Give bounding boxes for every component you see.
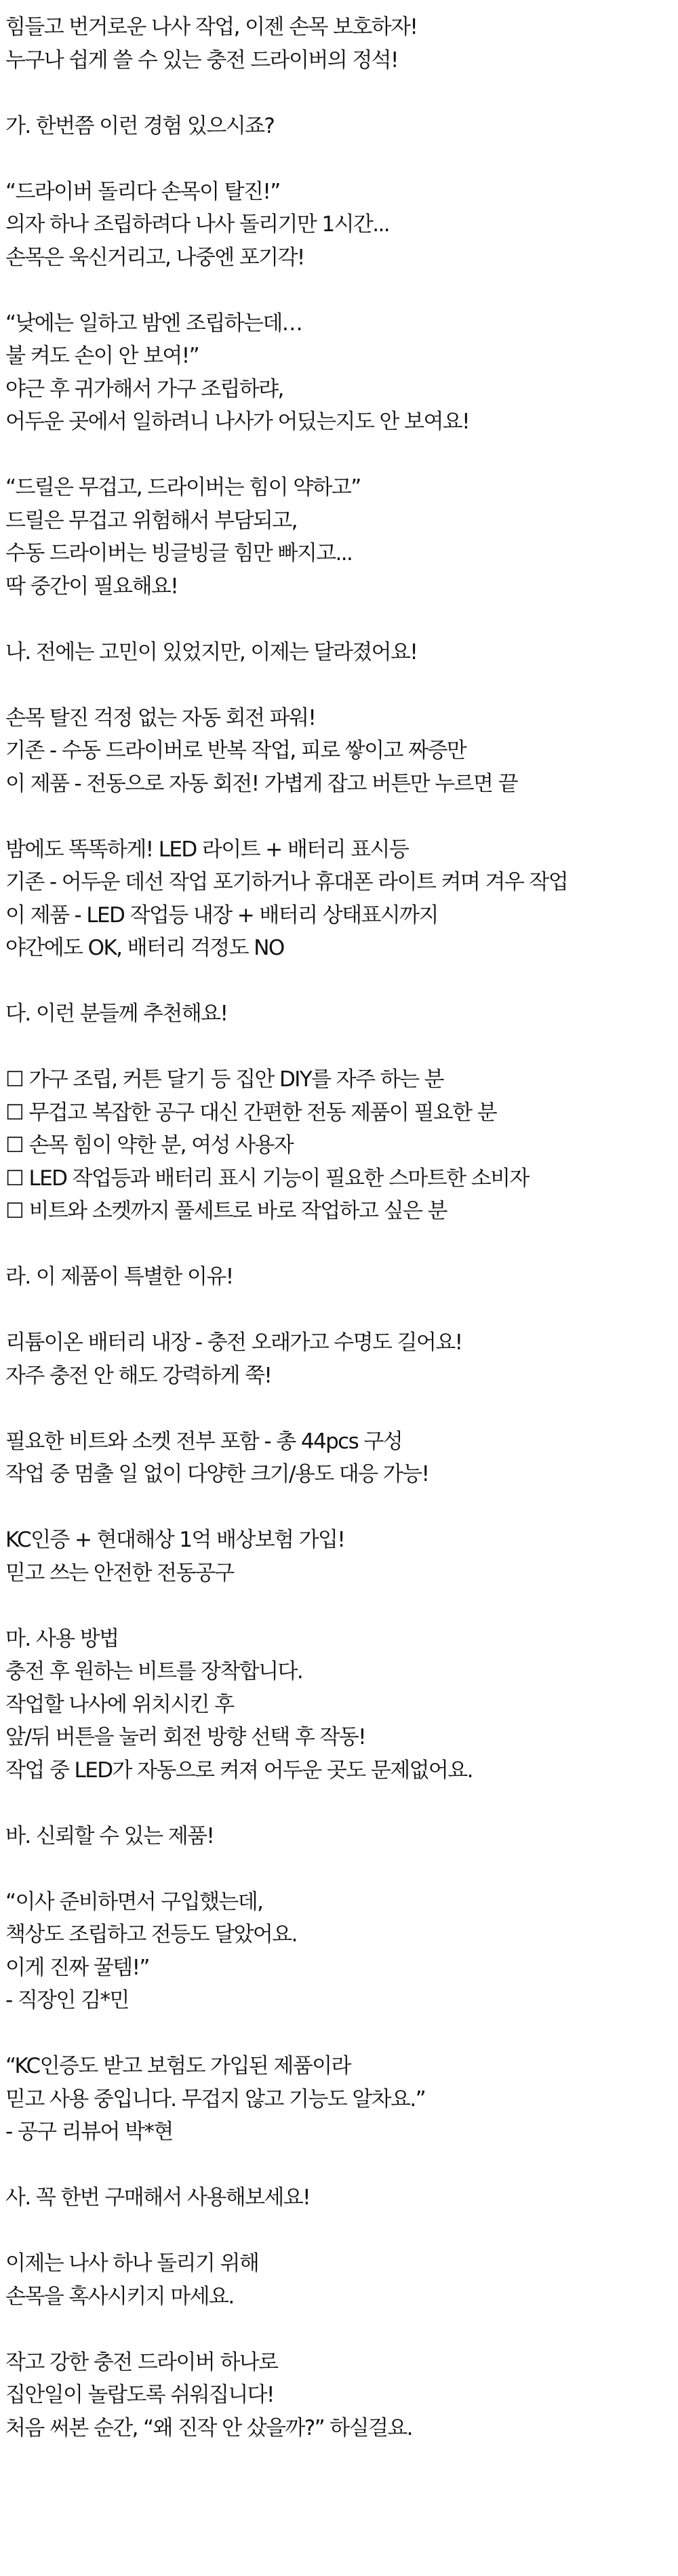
text-line: KC인증 + 현대해상 1억 배상보험 가입! [5, 1528, 345, 1552]
text-line: 불 켜도 손이 안 보여!” [5, 344, 199, 368]
paragraph-gap [5, 965, 673, 998]
text-line: - 직장인 김*민 [5, 1988, 129, 2013]
article-body [5, 11, 673, 2444]
paragraph [5, 1326, 673, 1392]
text-line: ☐ LED 작업등과 배터리 표시 기능이 필요한 스마트한 소비자 [5, 1166, 529, 1191]
text-line: 믿고 사용 중입니다. 무겁지 않고 기능도 알차요.” [5, 2086, 426, 2112]
text-line: 작업 중 LED가 자동으로 켜져 어두운 곳도 문제없어요. [5, 1758, 473, 1783]
paragraph-gap [5, 1787, 673, 1820]
text-line: ☐ 비트와 소켓까지 풀세트로 바로 작업하고 싶은 분 [5, 1199, 447, 1223]
paragraph [5, 1063, 673, 1228]
text-line: 밤에도 똑똑하게! LED 라이트 + 배터리 표시등 [5, 837, 409, 862]
text-line: 나. 전에는 고민이 있었지만, 이제는 달라졌어요! [5, 639, 418, 665]
paragraph [5, 702, 673, 801]
paragraph-gap [5, 1392, 673, 1425]
text-line: ☐ 가구 조립, 커튼 달기 등 집안 DIY를 자주 하는 분 [5, 1067, 444, 1092]
text-line: - 공구 리뷰어 박*현 [5, 2120, 173, 2144]
text-line: 수동 드라이버는 빙글빙글 힘만 빠지고... [5, 541, 353, 566]
paragraph [5, 1623, 673, 1787]
text-line: “KC인증도 받고 보험도 가입된 제품이라 [5, 2054, 351, 2078]
paragraph [5, 1425, 673, 1491]
text-line: “낮에는 일하고 밤엔 조립하는데… [5, 311, 302, 336]
text-line: 손목 탈진 걱정 없는 자동 회전 파워! [5, 705, 316, 730]
paragraph [5, 110, 673, 143]
paragraph-gap [5, 2215, 673, 2248]
paragraph [5, 2050, 673, 2149]
paragraph [5, 1886, 673, 2017]
text-line: 이 제품 - LED 작업등 내장 + 배터리 상태표시까지 [5, 903, 438, 928]
paragraph-gap [5, 142, 673, 176]
text-line: 사. 꼭 한번 구매해서 사용해보세요! [5, 2185, 310, 2210]
text-line: 책상도 조립하고 전등도 달았어요. [5, 1922, 297, 1947]
text-line: 딱 중간이 필요해요! [5, 574, 178, 599]
text-line: 작업할 나사에 위치시킨 후 [5, 1692, 234, 1717]
paragraph-gap [5, 439, 673, 472]
text-line: “드라이버 돌리다 손목이 탈진!” [5, 179, 280, 204]
paragraph-gap [5, 603, 673, 636]
paragraph [5, 307, 673, 439]
paragraph-gap [5, 1589, 673, 1623]
text-line: ☐ 무겁고 복잡한 공구 대신 간편한 전동 제품이 필요한 분 [5, 1100, 497, 1125]
paragraph-gap [5, 2149, 673, 2182]
text-line: 이 제품 - 전동으로 자동 회전! 가볍게 잡고 버튼만 누르면 끝 [5, 771, 517, 796]
text-line: 손목을 혹사시키지 마세요. [5, 2284, 234, 2309]
text-line: “드릴은 무겁고, 드라이버는 힘이 약하고” [5, 475, 361, 500]
text-line: ☐ 손목 힘이 약한 분, 여성 사용자 [5, 1133, 294, 1157]
text-line: 리튬이온 배터리 내장 - 충전 오래가고 수명도 길어요! [5, 1330, 462, 1355]
paragraph-gap [5, 1852, 673, 1886]
text-line: 야근 후 귀가해서 가구 조립하랴, [5, 376, 283, 401]
paragraph [5, 1820, 673, 1853]
text-line: 자주 충전 안 해도 강력하게 쭉! [5, 1363, 272, 1388]
paragraph [5, 2346, 673, 2445]
text-line: “이사 준비하면서 구입했는데, [5, 1889, 263, 1914]
text-line: 처음 써본 순간, “왜 진작 안 샀을까?” 하실걸요. [5, 2415, 412, 2440]
text-line: 기존 - 수동 드라이버로 반복 작업, 피로 쌓이고 짜증만 [5, 738, 466, 763]
text-line: 이제는 나사 하나 돌리기 위해 [5, 2251, 259, 2276]
paragraph [5, 1524, 673, 1589]
paragraph-gap [5, 274, 673, 307]
paragraph [5, 1261, 673, 1294]
text-line: 힘들고 번거로운 나사 작업, 이젠 손목 보호하자! [5, 15, 418, 39]
text-line: 어두운 곳에서 일하려니 나사가 어딨는지도 안 보여요! [5, 410, 469, 434]
paragraph [5, 833, 673, 965]
text-line: 필요한 비트와 소켓 전부 포함 - 총 44pcs 구성 [5, 1429, 403, 1454]
text-line: 이게 진짜 꿀템!” [5, 1955, 149, 1980]
paragraph [5, 636, 673, 669]
paragraph-gap [5, 800, 673, 833]
text-line: 집안일이 놀랍도록 쉬워집니다! [5, 2383, 274, 2407]
paragraph [5, 997, 673, 1031]
paragraph [5, 176, 673, 275]
paragraph-gap [5, 1294, 673, 1327]
text-line: 바. 신뢰할 수 있는 제품! [5, 1823, 214, 1848]
paragraph-gap [5, 1228, 673, 1261]
text-line: 드릴은 무겁고 위험해서 부담되고, [5, 508, 297, 533]
text-line: 야간에도 OK, 배터리 걱정도 NO [5, 936, 284, 960]
paragraph [5, 2181, 673, 2215]
text-line: 누구나 쉽게 쓸 수 있는 충전 드라이버의 정석! [5, 47, 398, 73]
text-line: 의자 하나 조립하려다 나사 돌리기만 1시간... [5, 212, 390, 237]
text-line: 다. 이런 분들께 추천해요! [5, 1002, 228, 1026]
text-line: 손목은 욱신거리고, 나중엔 포기각! [5, 245, 304, 270]
paragraph-gap [5, 669, 673, 702]
paragraph [5, 11, 673, 77]
text-line: 라. 이 제품이 특별한 이유! [5, 1265, 233, 1289]
text-line: 마. 사용 방법 [5, 1626, 119, 1651]
paragraph-gap [5, 1491, 673, 1524]
paragraph-gap [5, 2017, 673, 2050]
text-line: 작업 중 멈출 일 없이 다양한 크기/용도 대응 가능! [5, 1462, 429, 1486]
text-line: 충전 후 원하는 비트를 장착합니다. [5, 1659, 303, 1684]
text-line: 믿고 쓰는 안전한 전동공구 [5, 1560, 234, 1585]
paragraph-gap [5, 2313, 673, 2346]
text-line: 가. 한번쯤 이런 경험 있으시죠? [5, 113, 275, 138]
text-line: 앞/뒤 버튼을 눌러 회전 방향 선택 후 작동! [5, 1725, 365, 1749]
paragraph [5, 2247, 673, 2313]
paragraph [5, 471, 673, 603]
paragraph-gap [5, 1031, 673, 1064]
text-line: 작고 강한 충전 드라이버 하나로 [5, 2350, 278, 2375]
text-line: 기존 - 어두운 데선 작업 포기하거나 휴대폰 라이트 켜며 겨우 작업 [5, 870, 568, 894]
paragraph-gap [5, 77, 673, 110]
